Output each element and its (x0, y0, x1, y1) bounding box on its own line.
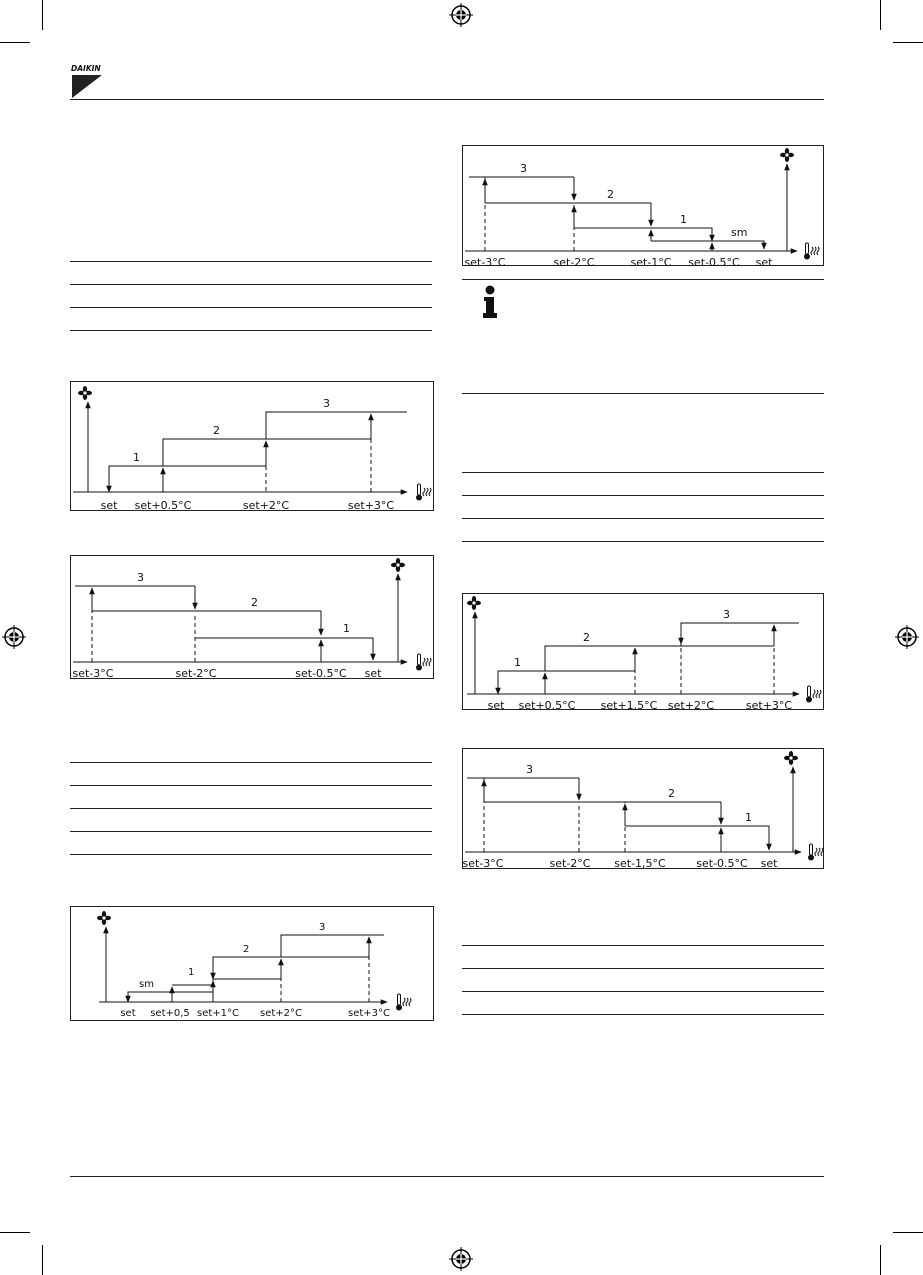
axis-tick-label: set (364, 667, 382, 680)
stage-1-line (498, 671, 545, 694)
axis-tick-label: set+1.5°C (600, 699, 658, 712)
table-rule (70, 808, 432, 809)
stage-label: 2 (213, 424, 220, 437)
stage-1-line (109, 466, 163, 492)
fan-speed-diagram-cooling-2 (462, 748, 824, 869)
stage-2-line (213, 957, 281, 985)
trim-mark (893, 42, 923, 43)
trim-mark (893, 1232, 923, 1233)
stage-2-line (163, 439, 266, 466)
fan-icon (78, 386, 92, 400)
axis-tick-label: set+3°C (745, 699, 793, 712)
stage-label: 2 (668, 787, 675, 800)
table-rule (70, 284, 432, 285)
table-rule (70, 854, 432, 855)
heating-thermometer-icon (416, 654, 431, 671)
axis-tick-label: set-3°C (464, 256, 506, 269)
axis-tick-label: set+0,5 (150, 1008, 190, 1019)
registration-mark-icon (2, 625, 26, 649)
stage-label: 2 (251, 596, 258, 609)
heating-thermometer-icon (396, 994, 411, 1011)
axis-tick-label: set-0.5°C (688, 256, 740, 269)
axis-tick-label: set (100, 499, 118, 512)
stage-label: 1 (343, 622, 350, 635)
axis-tick-label: set+0.5°C (518, 699, 576, 712)
trim-mark (42, 0, 43, 30)
fan-speed-diagram-cooling-sm (462, 145, 824, 269)
stage-1-line (195, 638, 373, 660)
table-rule (70, 330, 432, 331)
trim-mark (0, 1232, 30, 1233)
axis-tick-label: set (760, 857, 778, 870)
header-rule (70, 99, 824, 100)
stage-label: 1 (133, 451, 140, 464)
fan-icon (784, 751, 798, 765)
stage-label: 1 (188, 967, 195, 978)
stage-label: sm (139, 979, 154, 990)
registration-mark-icon (449, 1247, 473, 1271)
axis-tick-label: set+0.5°C (134, 499, 192, 512)
stage-label: 3 (319, 922, 326, 933)
info-rule (462, 279, 824, 280)
fan-speed-diagram-heating-2 (462, 593, 824, 710)
stage-label: 3 (323, 397, 330, 410)
axis-tick-label: set-2°C (553, 256, 595, 269)
fan-speed-diagram-cooling-1 (70, 555, 434, 679)
table-rule (462, 945, 824, 946)
stage-label: 2 (243, 944, 250, 955)
stage-sm-line (651, 241, 764, 249)
table-rule (462, 495, 824, 496)
heating-thermometer-icon (804, 243, 819, 260)
fan-speed-diagram-heating-1 (70, 381, 434, 511)
trim-mark (880, 0, 881, 30)
stage-label: 2 (607, 188, 614, 201)
table-rule (70, 261, 432, 262)
stage-label: 1 (680, 213, 687, 226)
trim-mark (0, 42, 30, 43)
axis-tick-label: set-2°C (549, 857, 591, 870)
axis-tick-label: set (487, 699, 505, 712)
stage-3-line (266, 412, 407, 439)
stage-label: 2 (583, 631, 590, 644)
heating-thermometer-icon (806, 686, 821, 703)
stage-sm-line (128, 992, 172, 1002)
daikin-logo (70, 62, 104, 98)
heating-thermometer-icon (416, 484, 431, 501)
axis-tick-label: set-1°C (630, 256, 672, 269)
table-rule (70, 762, 432, 763)
axis-tick-label: set-1,5°C (614, 857, 666, 870)
axis-tick-label: set+2°C (667, 699, 715, 712)
table-rule (462, 541, 824, 542)
table-rule (70, 785, 432, 786)
stage-label: 3 (520, 162, 527, 175)
fan-icon (780, 148, 794, 162)
stage-label: 3 (137, 571, 144, 584)
fan-icon (97, 911, 111, 925)
axis-tick-label: set-0.5°C (295, 667, 347, 680)
table-rule (462, 968, 824, 969)
fan-icon (391, 558, 405, 572)
trim-mark (880, 1245, 881, 1275)
info-icon (482, 285, 498, 319)
stage-label: sm (731, 226, 748, 239)
table-rule (70, 307, 432, 308)
fan-icon (467, 596, 481, 610)
table-rule (70, 831, 432, 832)
fan-speed-diagram-heating-sm (70, 906, 434, 1021)
axis-tick-label: set-0.5°C (696, 857, 748, 870)
axis-tick-label: set+3°C (347, 499, 395, 512)
axis-tick-label: set+3°C (347, 1008, 391, 1019)
registration-mark-icon (895, 625, 919, 649)
axis-tick-label: set-3°C (72, 667, 114, 680)
trim-mark (42, 1245, 43, 1275)
stage-label: 1 (514, 656, 521, 669)
table-rule (462, 991, 824, 992)
stage-2-line (545, 646, 681, 671)
stage-label: 3 (723, 608, 730, 621)
stage-1-line (625, 826, 769, 850)
heating-thermometer-icon (808, 844, 823, 861)
registration-mark-icon (449, 3, 473, 27)
axis-tick-label: set-3°C (462, 857, 504, 870)
stage-3-line (681, 623, 799, 646)
axis-tick-label: set+1°C (196, 1008, 240, 1019)
table-rule (462, 518, 824, 519)
table-rule (462, 1014, 824, 1015)
brand-name: DAIKIN (71, 64, 101, 73)
table-rule (462, 472, 824, 473)
axis-tick-label: set (120, 1008, 136, 1019)
axis-tick-label: set+2°C (242, 499, 290, 512)
axis-tick-label: set-2°C (175, 667, 217, 680)
axis-tick-label: set (755, 256, 773, 269)
axis-tick-label: set+2°C (259, 1008, 303, 1019)
stage-label: 3 (526, 763, 533, 776)
stage-label: 1 (745, 811, 752, 824)
info-rule (462, 393, 824, 394)
stage-1-line (574, 228, 712, 241)
footer-rule (70, 1176, 824, 1177)
